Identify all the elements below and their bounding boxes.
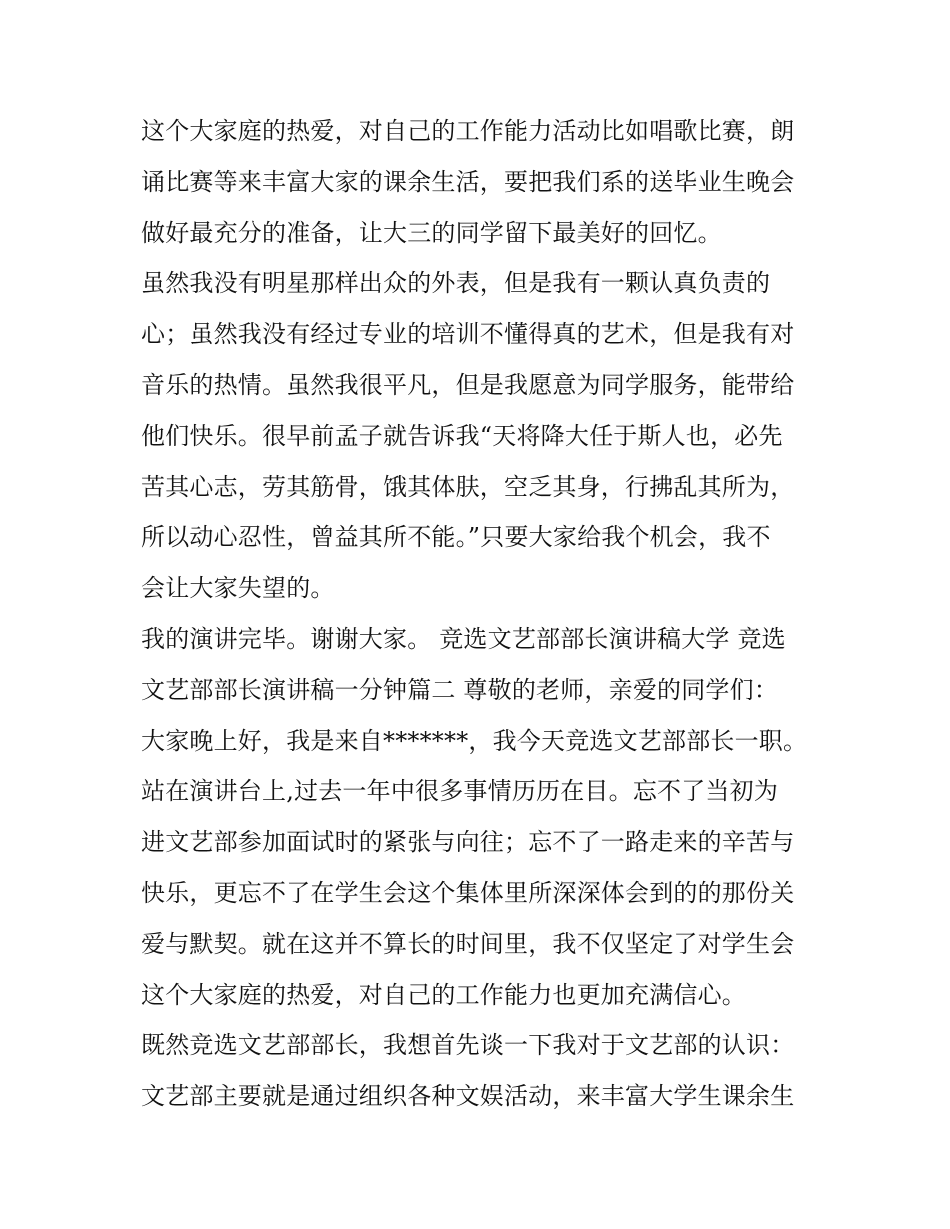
text-line: 站在演讲台上,过去一年中很多事情历历在目。忘不了当初为 (141, 777, 779, 806)
text-line: 做好最充分的准备，让大三的同学留下最美好的回忆。 (141, 218, 722, 247)
text-line: 心；虽然我没有经过专业的培训不懂得真的艺术，但是我有对 (141, 320, 795, 349)
text-line: 苦其心志，劳其筋骨，饿其体肤，空乏其身，行拂乱其所为， (141, 472, 795, 501)
text-line: 所以动心忍性，曾益其所不能。”只要大家给我个机会，我不 (141, 523, 771, 552)
text-line: 文艺部主要就是通过组织各种文娱活动，来丰富大学生课余生 (141, 1082, 795, 1111)
text-line: 大家晚上好，我是来自*******，我今天竞选文艺部部长一职。 (141, 726, 808, 755)
text-line: 这个大家庭的热爱，对自己的工作能力活动比如唱歌比赛，朗 (141, 117, 795, 145)
text-line: 会让大家失望的。 (141, 574, 335, 603)
text-line: 既然竞选文艺部部长，我想首先谈一下我对于文艺部的认识： (141, 1031, 795, 1060)
text-line: 进文艺部参加面试时的紧张与向往；忘不了一路走来的辛苦与 (141, 828, 795, 857)
text-line: 这个大家庭的热爱，对自己的工作能力也更加充满信心。 (141, 980, 746, 1009)
text-line: 诵比赛等来丰富大家的课余生活，要把我们系的送毕业生晚会 (141, 167, 795, 196)
text-line: 音乐的热情。虽然我很平凡，但是我愿意为同学服务，能带给 (141, 370, 795, 399)
text-line: 我的演讲完毕。谢谢大家。 竞选文艺部部长演讲稿大学 竞选 (141, 624, 786, 653)
speech-text-body (141, 106, 821, 1122)
text-line: 快乐，更忘不了在学生会这个集体里所深深体会到的的那份关 (141, 878, 795, 907)
text-line: 文艺部部长演讲稿一分钟篇二 尊敬的老师，亲爱的同学们： (141, 675, 779, 704)
text-line: 爱与默契。就在这并不算长的时间里，我不仅坚定了对学生会 (141, 929, 795, 958)
text-line: 他们快乐。很早前孟子就告诉我“天将降大任于斯人也，必先 (141, 421, 783, 450)
text-line: 虽然我没有明星那样出众的外表，但是我有一颗认真负责的 (141, 269, 771, 298)
